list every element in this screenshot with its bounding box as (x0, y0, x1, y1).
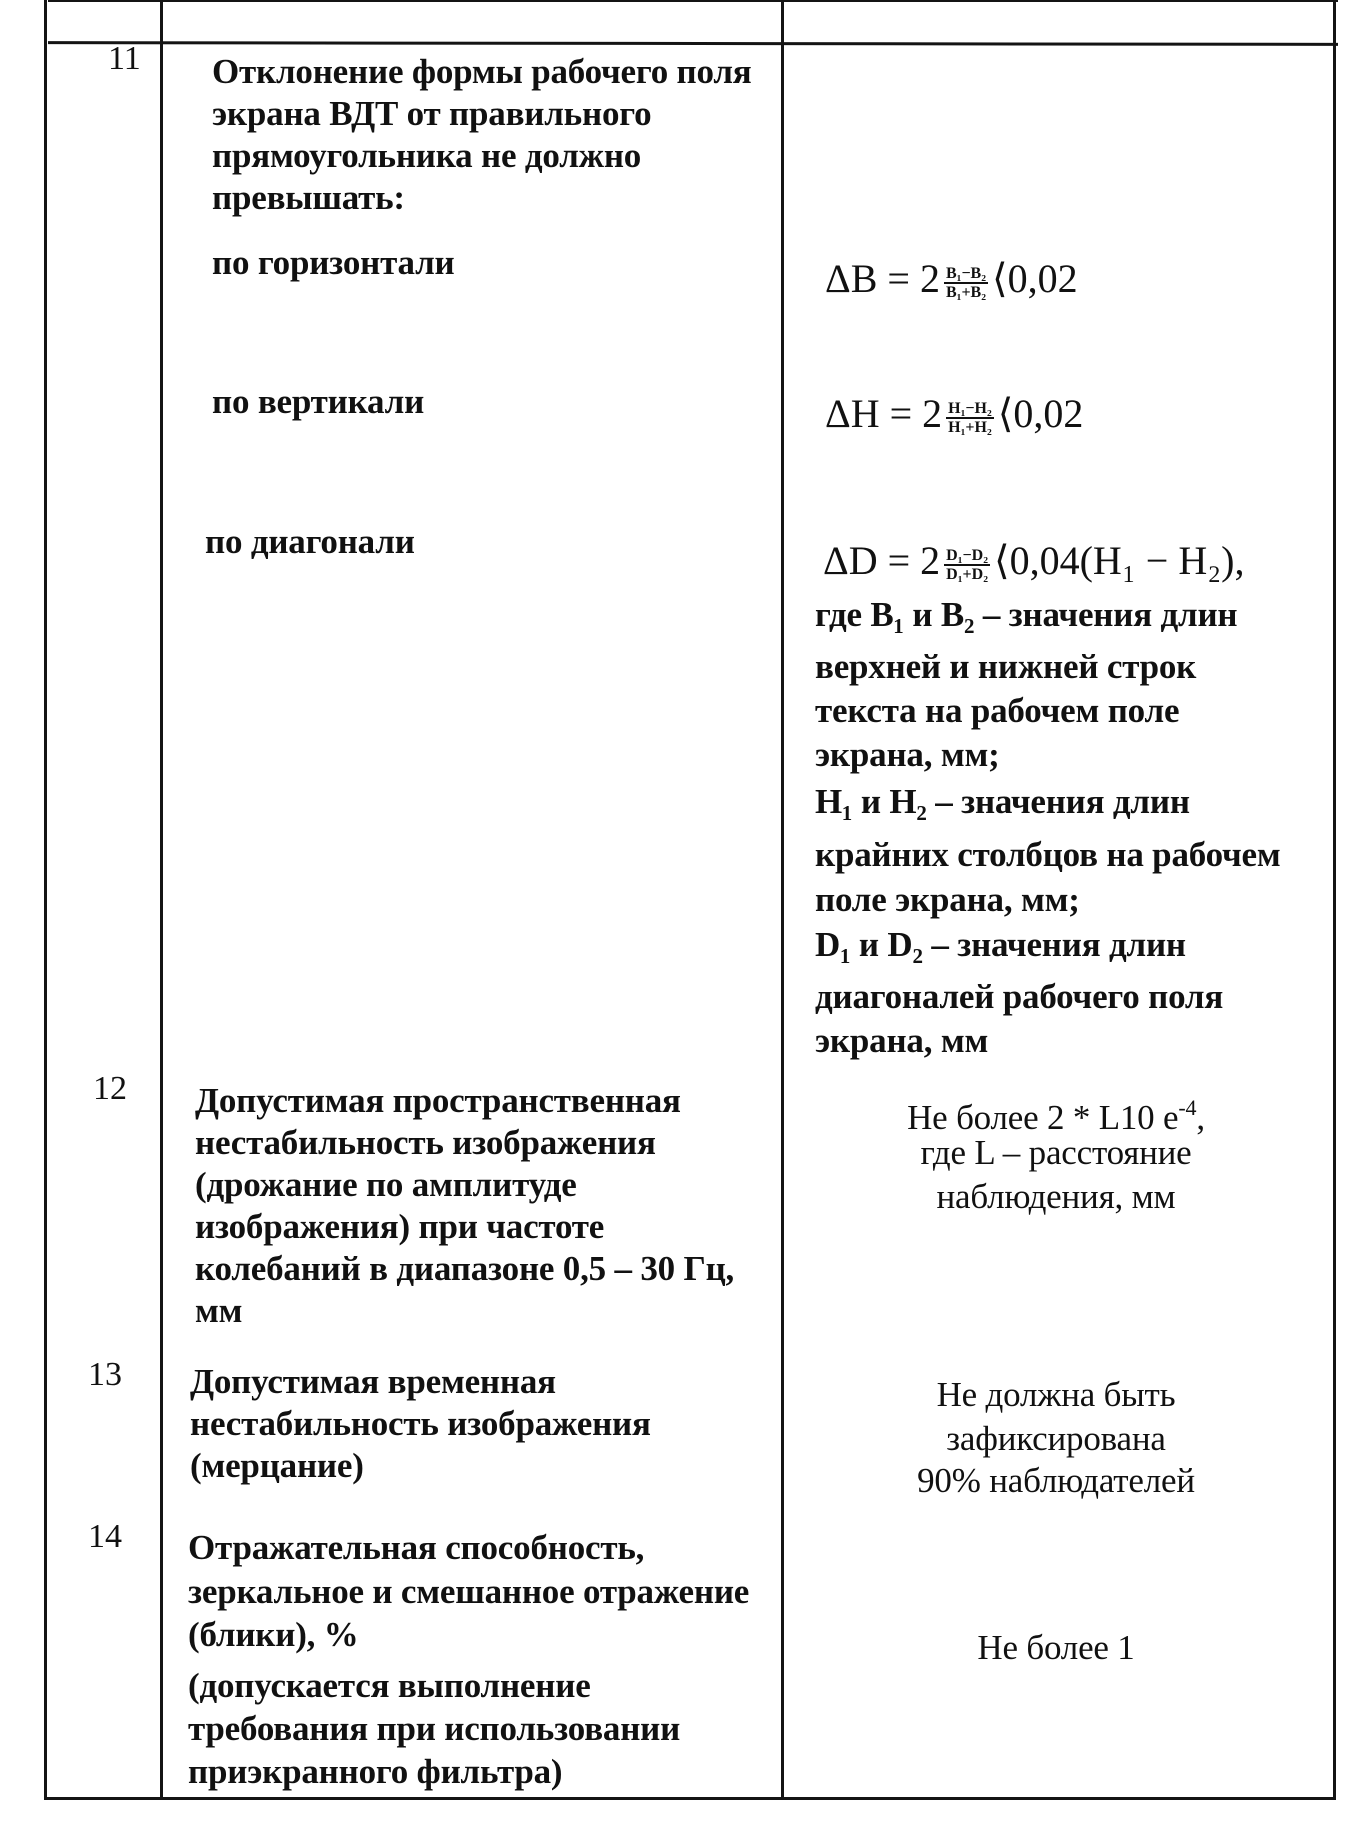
row-14-param-line-6: приэкранного фильтра) (188, 1752, 563, 1791)
sub-item-vertical-label: по вертикали (212, 382, 425, 421)
formula-horizontal-numerator: B₁−B₂ (945, 264, 987, 282)
formula-vertical-denominator: H₁+H₂ (948, 418, 992, 436)
left-border (44, 0, 47, 1800)
row-13-number: 13 (88, 1356, 122, 1393)
row-13-value-line-1: Не должна быть (936, 1375, 1176, 1414)
row-14-param-line-3: (блики), % (188, 1615, 359, 1654)
row-14-number: 14 (88, 1518, 122, 1555)
row-11-note-line-8: D₁ и D₂ – значения длин (815, 925, 1186, 964)
formula-horizontal-fraction (944, 265, 988, 301)
row-11-note-line-2: верхней и нижней строк (815, 647, 1197, 686)
row-11-note-line-9: диагоналей рабочего поля (815, 977, 1224, 1016)
formula-vertical-lhs: ΔH = 2 (825, 391, 943, 436)
row-13-param-line-3: (мерцание) (190, 1446, 364, 1485)
row-11-param-line-3: прямоугольника не должно (212, 136, 642, 175)
row-12-value-tail: , (1196, 1098, 1205, 1137)
formula-horizontal-lhs: ΔB = 2 (825, 256, 940, 301)
row-13-value-line-3: 90% наблюдателей (917, 1461, 1195, 1500)
formula-vertical (825, 391, 1083, 437)
row-11-number: 11 (108, 40, 141, 77)
row-12-param-line-3: (дрожание по амплитуде (195, 1165, 577, 1204)
top-rule (48, 0, 1338, 2)
formula-diagonal-denominator: D₁+D₂ (946, 565, 988, 583)
row-13-param-line-1: Допустимая временная (190, 1362, 556, 1401)
row-11-note-line-1: где B₁ и B₂ – значения длин (815, 595, 1238, 634)
row-12-value-exponent: -4 (1178, 1095, 1197, 1120)
row-11-param-line-2: экрана ВДТ от правильного (212, 94, 652, 133)
bottom-rule (44, 1797, 1336, 1800)
right-border (1333, 0, 1336, 1800)
row-12-value-line-3: наблюдения, мм (936, 1177, 1176, 1216)
row-14-param-line-1: Отражательная способность, (188, 1528, 645, 1567)
row-12-value-main: Не более 2 * L10 e (907, 1098, 1179, 1137)
formula-vertical-numerator: H₁−H₂ (948, 399, 992, 417)
formula-diagonal-numerator: D₁−D₂ (946, 546, 988, 564)
sub-item-horizontal-label: по горизонтали (212, 243, 455, 282)
row-11-note-line-7: поле экрана, мм; (815, 880, 1080, 919)
row-11-note-line-4: экрана, мм; (815, 735, 1000, 774)
formula-vertical-rhs: ⟨0,02 (997, 391, 1084, 436)
row-11-note-line-6: крайних столбцов на рабочем (815, 835, 1281, 874)
row-11-note-line-5: H₁ и H₂ – значения длин (815, 782, 1190, 821)
formula-horizontal (825, 256, 1078, 302)
row-12-param-line-5: колебаний в диапазоне 0,5 – 30 Гц, (195, 1249, 735, 1288)
formula-horizontal-rhs: ⟨0,02 (992, 256, 1078, 301)
row-14-value-line-1: Не более 1 (977, 1628, 1135, 1667)
value-column-divider (781, 0, 784, 1800)
row-12-value-line-2: где L – расстояние (920, 1133, 1192, 1172)
row-13-value-line-2: зафиксирована (946, 1419, 1166, 1458)
formula-diagonal (823, 538, 1244, 584)
row-12-param-line-1: Допустимая пространственная (195, 1081, 681, 1120)
formula-horizontal-denominator: B₁+B₂ (945, 283, 987, 301)
sub-item-diagonal-label: по диагонали (205, 522, 415, 561)
formula-diagonal-fraction (944, 547, 990, 583)
row-11-param-line-4: превышать: (212, 178, 405, 217)
row-11-note-line-10: экрана, мм (815, 1021, 989, 1060)
row-12-number: 12 (93, 1070, 127, 1107)
row-12-param-line-2: нестабильность изображения (195, 1123, 656, 1162)
formula-diagonal-lhs: ΔD = 2 (823, 538, 941, 583)
row-13-param-line-2: нестабильность изображения (190, 1404, 651, 1443)
header-bottom-rule (48, 41, 1338, 46)
formula-diagonal-rhs: ⟨0,04(H₁ − H₂), (994, 538, 1245, 583)
row-11-param-line-1: Отклонение формы рабочего поля (212, 52, 752, 91)
row-11-note-line-3: текста на рабочем поле (815, 691, 1180, 730)
row-12-param-line-4: изображения) при частоте (195, 1207, 605, 1246)
row-14-param-line-5: требования при использовании (188, 1709, 681, 1748)
number-column-divider (160, 0, 163, 1800)
row-14-param-line-2: зеркальное и смешанное отражение (188, 1572, 750, 1611)
row-12-param-line-6: мм (195, 1291, 243, 1330)
row-14-param-line-4: (допускается выполнение (188, 1666, 591, 1705)
formula-vertical-fraction (946, 400, 994, 436)
